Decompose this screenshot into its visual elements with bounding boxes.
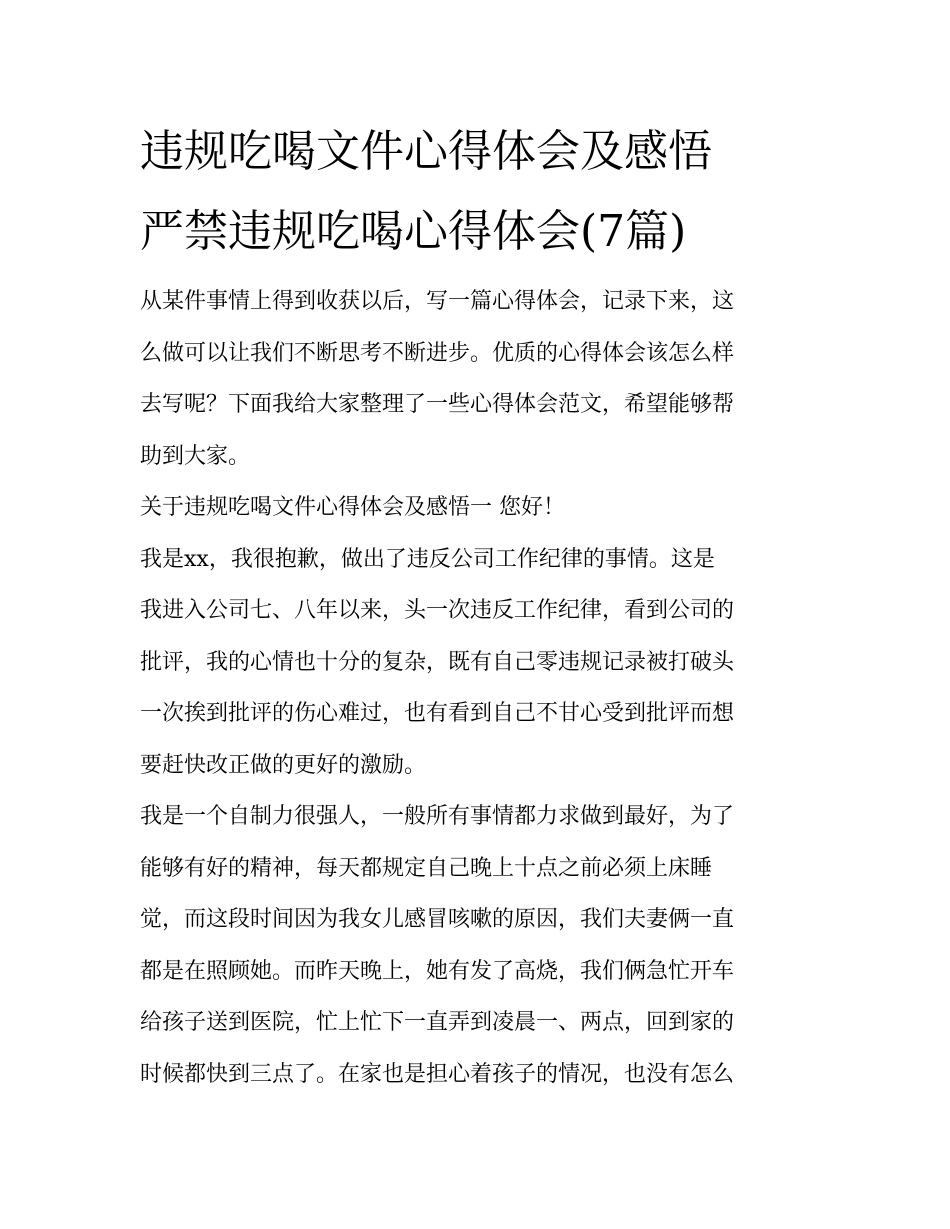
text-line: 批评，我的心情也十分的复杂，既有自己零违规记录被打破头 (140, 649, 735, 675)
document-body (140, 112, 812, 1100)
text-line: 一次挨到批评的伤心难过，也有看到自己不甘心受到批评而想 (140, 701, 735, 726)
text-line: 我是xx，我很抱歉，做出了违反公司工作纪律的事情。这是 (140, 546, 715, 572)
text-line: 助到大家。 (140, 443, 251, 469)
section-heading-paragraph (140, 482, 812, 534)
text-line: 从某件事情上得到收获以后，写一篇心得体会，记录下来，这 (140, 289, 735, 314)
title-line: 违规吃喝文件心得体会及感悟 (140, 126, 712, 177)
text-line: 关于违规吃喝文件心得体会及感悟一 您好！ (140, 495, 565, 520)
text-line: 时候都快到三点了。在家也是担心着孩子的情况，也没有怎么 (140, 1061, 735, 1087)
title-line: 严禁违规吃喝心得体会(7篇) (140, 206, 687, 257)
text-line: 给孩子送到医院，忙上忙下一直弄到凌晨一、两点，回到家的 (140, 1010, 735, 1035)
text-line: 去写呢？下面我给大家整理了一些心得体会范文，希望能够帮 (140, 392, 735, 417)
text-line: 能够有好的精神，每天都规定自己晚上十点之前必须上床睡 (140, 855, 713, 881)
intro-paragraph (140, 276, 812, 482)
text-line: 都是在照顾她。而昨天晚上，她有发了高烧，我们俩急忙开车 (140, 958, 735, 984)
body-paragraph (140, 534, 812, 792)
text-line: 觉，而这段时间因为我女儿感冒咳嗽的原因，我们夫妻俩一直 (140, 907, 735, 932)
text-line: 我是一个自制力很强人，一般所有事情都力求做到最好，为了 (140, 804, 735, 829)
text-line: 么做可以让我们不断思考不断进步。优质的心得体会该怎么样 (140, 340, 735, 366)
document-title (140, 112, 812, 272)
body-paragraph (140, 791, 812, 1100)
text-line: 我进入公司七、八年以来，头一次违反工作纪律，看到公司的 (140, 598, 735, 623)
text-line: 要赶快改正做的更好的激励。 (140, 752, 427, 778)
